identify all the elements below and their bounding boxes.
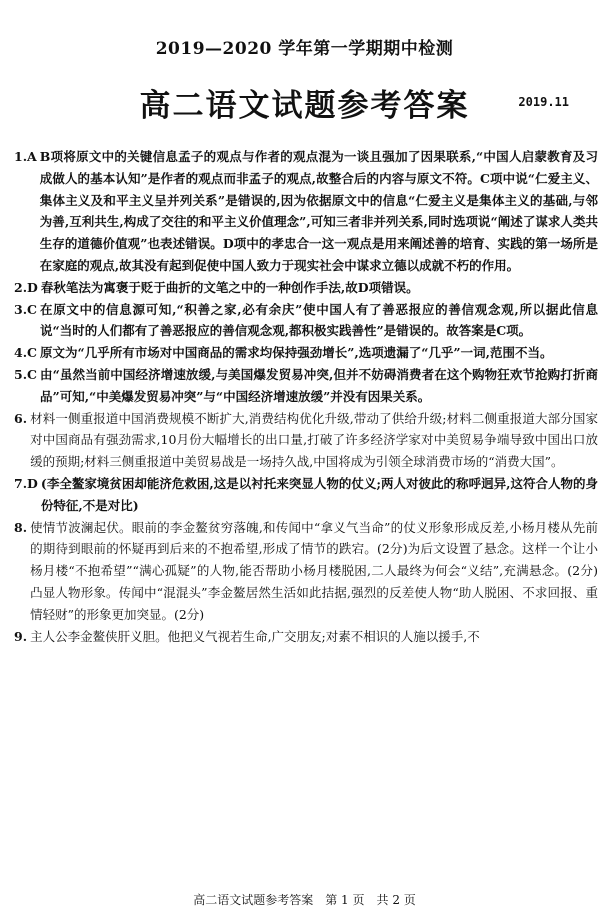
answer-text: 原文为“几乎所有市场对中国商品的需求均保持强劲增长”,选项遗漏了“几乎”一词,范围不当。 bbox=[40, 345, 553, 361]
exam-header: 2019—2020 学年第一学期期中检测 bbox=[155, 39, 454, 59]
answer-item-2 bbox=[14, 277, 598, 299]
answer-number: 7.D bbox=[14, 475, 38, 491]
answer-number: 2.D bbox=[14, 279, 38, 295]
answer-text: 在原文中的信息源可知,“积善之家,必有余庆”使中国人有了善恶报应的善信观念观,所以据此信息说“当时的人们都有了善恶报应的善信观念观,都积极实践善性”是错误的。故答案是C项。 bbox=[40, 301, 598, 339]
answer-text: (李全鳌家境贫困却能济危救困,这是以衬托来突显人物的仗义;两人对彼此的称呼迥异,这符合人物的身份特征,不是对比) bbox=[40, 475, 598, 513]
answer-number: 5.C bbox=[14, 366, 37, 382]
answer-list bbox=[14, 146, 598, 647]
answer-number: 4.C bbox=[14, 345, 37, 361]
answer-item-9 bbox=[14, 626, 598, 648]
answer-number: 6. bbox=[14, 410, 28, 426]
answer-text: 春秋笔法为寓褒于贬于曲折的文笔之中的一种创作手法,故D项错误。 bbox=[40, 279, 419, 295]
answer-number: 1.A bbox=[14, 149, 37, 164]
answer-number: 9. bbox=[14, 628, 28, 644]
page-title: 高二语文试题参考答案 bbox=[139, 88, 470, 124]
answer-item-1 bbox=[14, 146, 598, 277]
answer-item-5 bbox=[14, 364, 598, 408]
answer-number: 3.C bbox=[14, 301, 37, 317]
answer-number: 8. bbox=[14, 519, 28, 535]
page-footer: 高二语文试题参考答案 第 1 页 共 2 页 bbox=[193, 893, 416, 907]
answer-text: 主人公李金鳌侠肝义胆。他把义气视若生命,广交朋友;对素不相识的人施以援手,不 bbox=[30, 628, 480, 644]
answer-item-7 bbox=[14, 473, 598, 517]
answer-item-4 bbox=[14, 342, 598, 364]
exam-date: 2019.11 bbox=[518, 95, 569, 109]
answer-text: B项将原文中的关键信息孟子的观点与作者的观点混为一谈且强加了因果联系,“中国人启蒙教育及习成做人的基本认知”是作者的观点而非孟子的观点,故整合后的内容与原文不符。C项中说“仁爱主义、集体主义及和平主义呈并列关系”是错误的,因为依据原文中的信息“仁爱主义是集体主义的基础,与邻为善,互利共生,构成了交往的和平主义价值理念”,可知三者非并列关系,同时选项说“阐述了谋求人类共生存的道德价值观”也表述错误。D项中的孝忠合一这一观点是用来阐述善的培育、实践的第一场所是在家庭的观点,故其没有起到促使中国人致力于现实社会中谋求立德以成就不朽的作用。 bbox=[39, 149, 598, 273]
answer-item-3 bbox=[14, 299, 598, 343]
answer-item-8 bbox=[14, 517, 598, 626]
answer-text: 由“虽然当前中国经济增速放缓,与美国爆发贸易冲突,但并不妨碍消费者在这个购物狂欢节抢购打折商品”可知,“中美爆发贸易冲突”与“中国经济增速放缓”并没有因果关系。 bbox=[40, 366, 598, 404]
answer-text: 材料一侧重报道中国消费规模不断扩大,消费结构优化升级,带动了供给升级;材料二侧重报道大部分国家对中国商品有强劲需求,10月份大幅增长的出口量,打破了许多经济学家对中美贸易争端导致中国出口放缓的预期;材料三侧重报道中美贸易战是一场持久战,中国将成为引领全球消费市场的“消费大国”。 bbox=[30, 410, 598, 470]
answer-item-6 bbox=[14, 408, 598, 473]
answer-text: 使情节波澜起伏。眼前的李金鳌贫穷落魄,和传闻中“拿义气当命”的仗义形象形成反差,小杨月楼从先前的期待到眼前的怀疑再到后来的不抱希望,形成了情节的跌宕。(2分)为后文设置了悬念。这样一个让小杨月楼“不抱希望”“满心孤疑”的人物,能否帮助小杨月楼脱困,二人最终为何会“义结”,充满悬念。(2分)凸显人物形象。传闻中“混混头”李金鳌居然生活如此拮据,强烈的反差使人物“助人脱困、不求回报、重情轻财”的形象更加突显。(2分) bbox=[30, 519, 598, 622]
